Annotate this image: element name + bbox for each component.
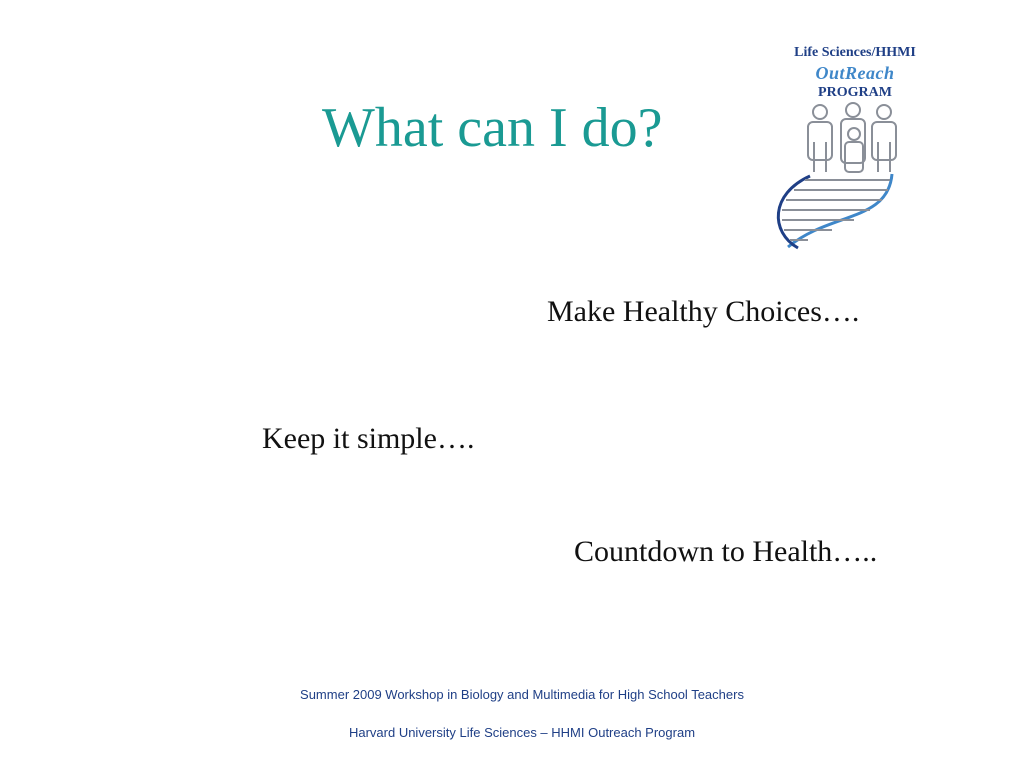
logo-line-1: Life Sciences/HHMI	[794, 45, 916, 60]
bullet-make-healthy-choices: Make Healthy Choices….	[547, 295, 860, 328]
bullet-keep-it-simple: Keep it simple….	[262, 422, 475, 455]
outreach-program-logo	[770, 42, 940, 252]
slide-title: What can I do?	[322, 97, 663, 159]
people-dna-icon	[770, 102, 940, 252]
logo-line-3: PROGRAM	[818, 85, 892, 100]
bullet-countdown-to-health: Countdown to Health…..	[574, 535, 878, 568]
footer-workshop: Summer 2009 Workshop in Biology and Multimedia for High School Teachers	[300, 687, 744, 702]
logo-line-2: OutReach	[815, 63, 895, 83]
footer-program: Harvard University Life Sciences – HHMI Outreach Program	[348, 725, 696, 740]
